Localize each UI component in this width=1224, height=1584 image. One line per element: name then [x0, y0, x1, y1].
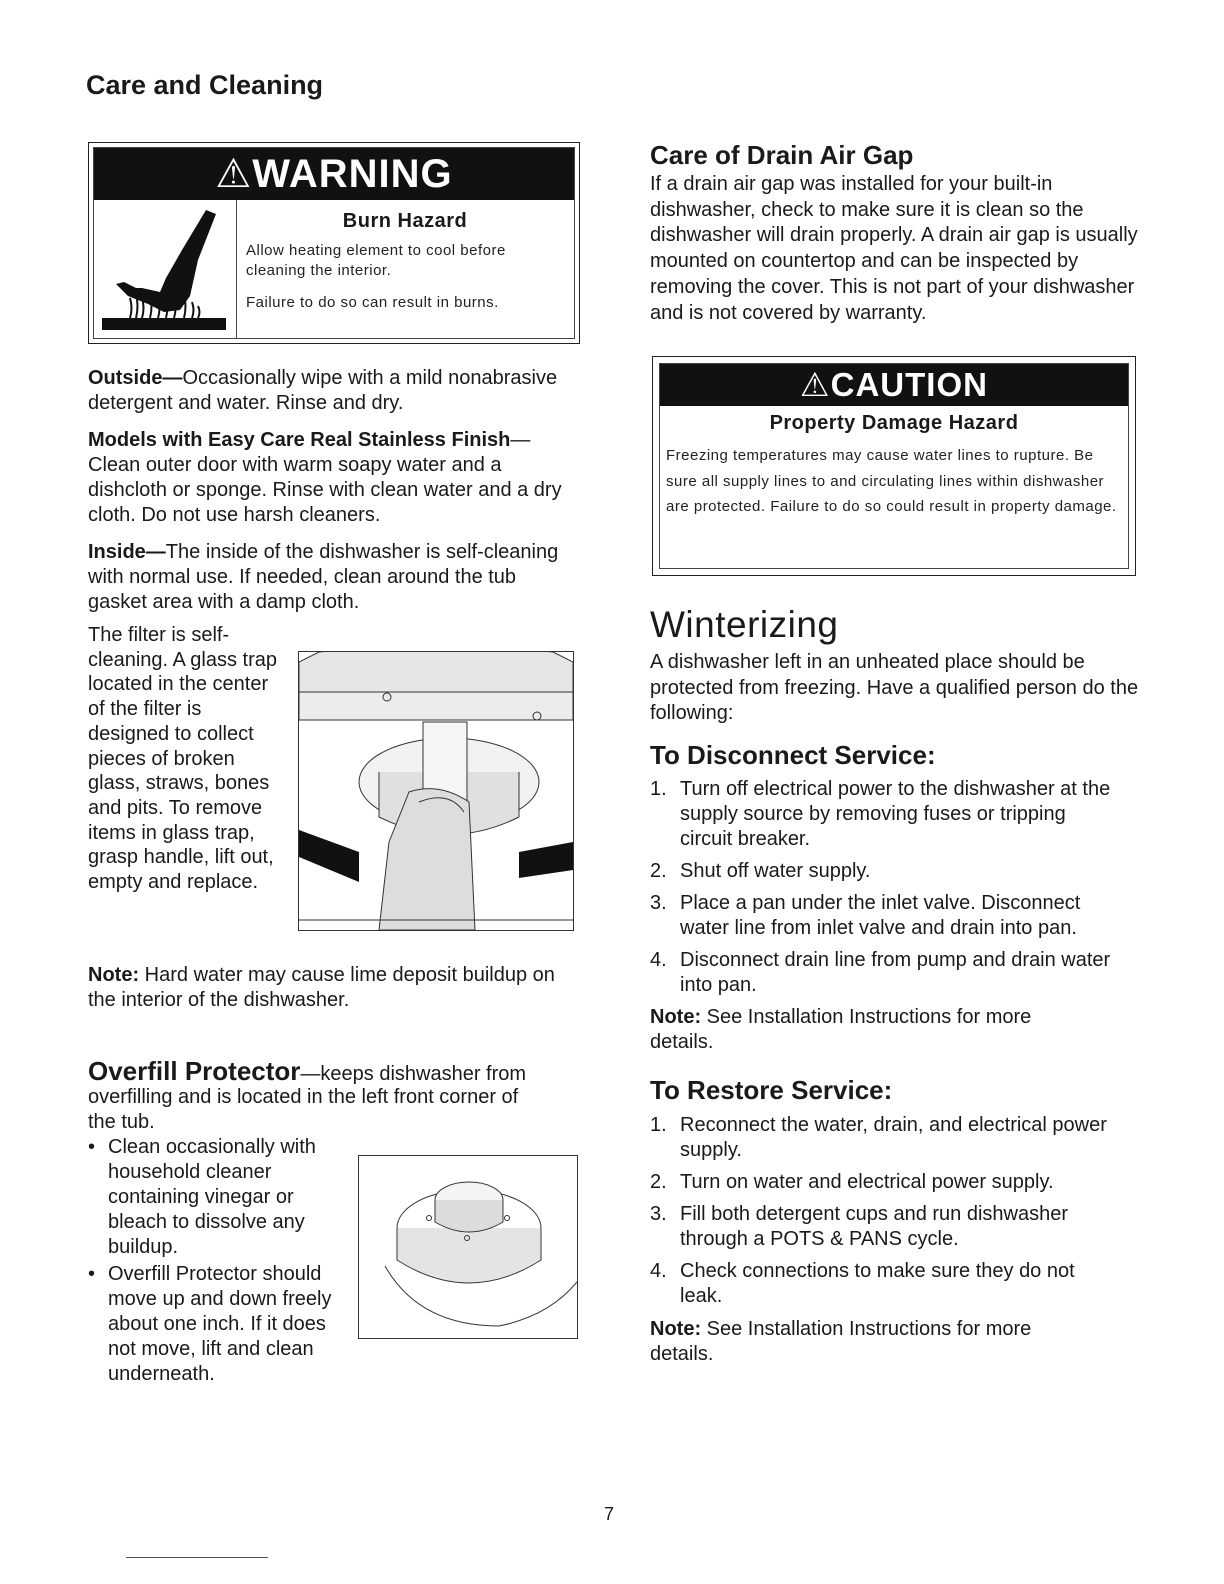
- list-item: 2. Shut off water supply.: [650, 860, 871, 882]
- caution-text: Freezing temperatures may cause water lines to rupture. Be sure all supply lines to and circulating lines within dishwasher are protected. Failure to do so could result in property damage.: [666, 447, 1117, 515]
- disconnect-note: Note: See Installation Instructions for more details.: [650, 1006, 1032, 1053]
- outside-paragraph: Outside—Occasionally wipe with a mild nonabrasive detergent and water. Rinse and dry.: [88, 367, 558, 414]
- note-hard-water: Note: Hard water may cause lime deposit buildup on the interior of the dishwasher.: [88, 964, 555, 1011]
- overfill-bullet-1: • Clean occasionally with household cleaner containing vinegar or bleach to dissolve any buildup.: [88, 1136, 316, 1258]
- overfill-bullet-2: • Overfill Protector should move up and down freely about one inch. If it does not move, lift and clean underneath.: [88, 1263, 332, 1385]
- winterizing-paragraph: A dishwasher left in an unheated place should be protected from freezing. Have a qualified person do the following:: [650, 651, 1139, 725]
- list-item: 4. Disconnect drain line from pump and drain water into pan.: [650, 949, 1111, 996]
- list-item: 3. Place a pan under the inlet valve. Disconnect water line from inlet valve and drain into pan.: [650, 892, 1081, 939]
- filter-illustration: [298, 651, 574, 931]
- overfill-illustration: [358, 1155, 578, 1339]
- disconnect-steps: [650, 777, 1120, 1005]
- stainless-paragraph: Models with Easy Care Real Stainless Finish—Clean outer door with warm soapy water and a dishcloth or sponge. Rinse with clean water and a dry cloth. Do not use harsh cleaners.: [88, 429, 562, 526]
- warning-text-2: Failure to do so can result in burns.: [246, 294, 499, 311]
- overfill-paragraph: overfilling and is located in the left front corner of the tub.: [88, 1086, 519, 1133]
- list-item: 2. Turn on water and electrical power supply.: [650, 1171, 1054, 1193]
- caution-header: ⚠CAUTION: [660, 364, 1128, 406]
- drain-air-gap-paragraph: If a drain air gap was installed for your built-in dishwasher, check to make sure it is clean so the dishwasher will drain properly. A drain air gap is usually mounted on countertop and can be inspected by removing the cover. This is not part of your dishwasher and is not covered by warranty.: [650, 173, 1138, 324]
- page-number: 7: [604, 1504, 615, 1524]
- restore-steps: [650, 1113, 1120, 1316]
- warning-text-1: Allow heating element to cool before cleaning the interior.: [246, 242, 506, 279]
- winterizing-title: Winterizing: [650, 604, 839, 645]
- list-item: 1. Turn off electrical power to the dishwasher at the supply source by removing fuses or tripping circuit breaker.: [650, 778, 1111, 850]
- restore-title: To Restore Service:: [650, 1075, 893, 1105]
- overfill-heading: Overfill Protector—keeps dishwasher from: [88, 1056, 527, 1086]
- drain-air-gap-title: Care of Drain Air Gap: [650, 140, 914, 170]
- list-item: 1. Reconnect the water, drain, and electrical power supply.: [650, 1114, 1107, 1161]
- filter-paragraph: The filter is self-cleaning. A glass trap located in the center of the filter is designed to collect pieces of broken glass, straws, bones and pits. To remove items in glass trap, grasp handle, lift out, empty and replace.: [88, 624, 278, 894]
- caution-hazard-title: Property Damage Hazard: [769, 412, 1019, 434]
- inside-paragraph: Inside—The inside of the dishwasher is self-cleaning with normal use. If needed, clean around the tub gasket area with a damp cloth.: [88, 541, 559, 613]
- disconnect-title: To Disconnect Service:: [650, 740, 936, 770]
- footer-divider: [126, 1557, 268, 1558]
- page-title: Care and Cleaning: [86, 70, 324, 100]
- restore-note: Note: See Installation Instructions for more details.: [650, 1318, 1032, 1365]
- list-item: 4. Check connections to make sure they do not leak.: [650, 1260, 1075, 1307]
- warning-hazard-title: Burn Hazard: [342, 210, 468, 232]
- list-item: 3. Fill both detergent cups and run dishwasher through a POTS & PANS cycle.: [650, 1203, 1069, 1250]
- burn-hazard-icon: [94, 200, 237, 338]
- caution-box: [652, 356, 1136, 576]
- warning-header: ⚠WARNING: [94, 148, 574, 200]
- warning-box: [88, 142, 580, 344]
